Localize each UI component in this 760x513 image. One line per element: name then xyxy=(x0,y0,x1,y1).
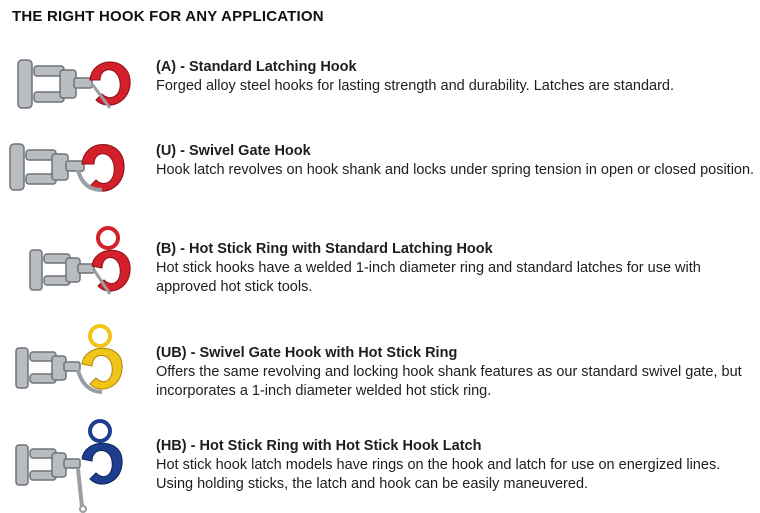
hook-row-ub xyxy=(0,318,760,408)
hook-ub-name: (UB) - Swivel Gate Hook with Hot Stick Ring xyxy=(156,345,458,361)
hook-u-icon xyxy=(2,130,132,210)
hook-row-b xyxy=(0,222,760,312)
hook-row-a xyxy=(0,50,760,120)
hook-ub-icon xyxy=(6,318,136,408)
hook-row-u xyxy=(0,130,760,210)
hook-hb-name: (HB) - Hot Stick Ring with Hot Stick Hook Latch xyxy=(156,438,482,454)
hook-hb-icon xyxy=(4,415,134,513)
hook-ub-description: Offers the same revolving and locking hook shank features as our standard swivel gate, but incorporates a 1-inch diameter welded hot stick ring. xyxy=(156,364,742,399)
hook-row-hb xyxy=(0,415,760,513)
hook-u-description: Hook latch revolves on hook shank and locks under spring tension in open or closed position. xyxy=(156,162,755,178)
hook-a-icon xyxy=(8,50,138,120)
hook-b-icon xyxy=(20,222,150,312)
hook-a-description: Forged alloy steel hooks for lasting strength and durability. Latches are standard. xyxy=(156,78,674,94)
hook-hb-description: Hot stick hook latch models have rings on the hook and latch for use on energized lines. Using holding sticks, the latch and hook can be easily maneuvered. xyxy=(156,457,721,492)
hook-u-name: (U) - Swivel Gate Hook xyxy=(156,143,311,159)
hook-a-name: (A) - Standard Latching Hook xyxy=(156,59,357,75)
hook-b-name: (B) - Hot Stick Ring with Standard Latching Hook xyxy=(156,241,493,257)
hook-b-description: Hot stick hooks have a welded 1-inch diameter ring and standard latches for use with approved hot stick tools. xyxy=(156,260,701,295)
page-title: THE RIGHT HOOK FOR ANY APPLICATION xyxy=(12,8,324,25)
